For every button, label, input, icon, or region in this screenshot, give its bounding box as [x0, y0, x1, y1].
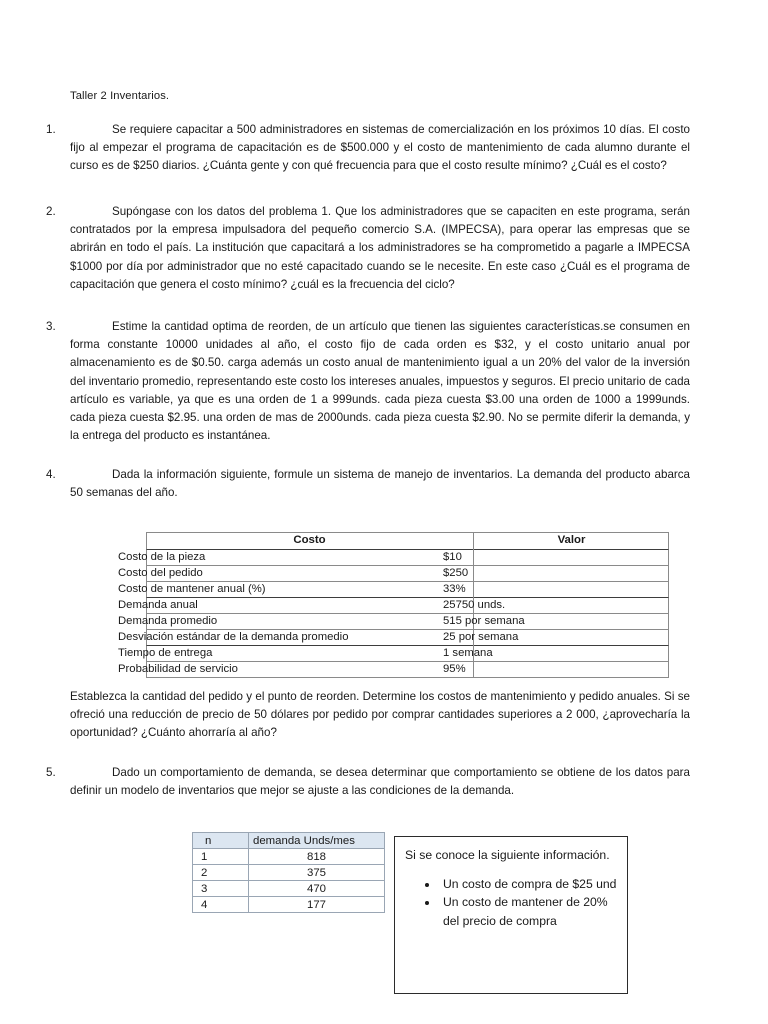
- question-2-text: Supóngase con los datos del problema 1. Que los administradores que se capaciten en este programa, serán contratados por la empresa impulsadora del pequeño comercio S.A. (IMPECSA), para operar las empresas que se abrirán en todo el país. La institución que capacitará a los administradores se ha comprometido a pagarle a IMPECSA $1000 por día por administrador que no esté capacitado cuando se le necesite. En este caso ¿Cuál es el programa de capacitación que genera el costo mínimo? ¿cuál es la frecuencia del ciclo?: [70, 205, 690, 291]
- table-cell-n: 4: [193, 897, 249, 913]
- table-cell-value: 25750 unds.: [443, 599, 506, 611]
- table-row: [146, 550, 669, 566]
- table-cell-value: 95%: [443, 663, 466, 675]
- table-header-valor: Valor: [557, 534, 586, 546]
- question-4: [46, 466, 690, 502]
- table-row: [193, 897, 385, 913]
- table-cell-value: $10: [443, 551, 462, 563]
- paragraph-after-table1: Establezca la cantidad del pedido y el punto de reorden. Determine los costos de mantenimiento y pedido anuales. Si se ofreció una reducción de precio de 50 dólares por pedido por comprar cantidades superiores a 2 000, ¿aprovecharía la oportunidad? ¿Cuánto ahorraría al año?: [70, 690, 690, 740]
- table-cell-value: 25 por semana: [443, 631, 519, 643]
- table-cell-label: Costo de la pieza: [118, 551, 206, 563]
- table-row: [146, 646, 669, 662]
- table-cell-demanda: 470: [249, 881, 385, 897]
- table-row: [146, 566, 669, 582]
- table-cell-value: 515 por semana: [443, 615, 525, 627]
- table-cell-label: Costo del pedido: [118, 567, 203, 579]
- table-header-demanda: demanda Unds/mes: [249, 833, 385, 849]
- table-row: [193, 881, 385, 897]
- question-5: [46, 764, 690, 800]
- question-1-text: Se requiere capacitar a 500 administradores en sistemas de comercialización en los próximos 10 días. El costo fijo al empezar el programa de capacitación es de $500.000 y el costo de mantenimiento de cada alumno durante el curso es de $250 diarios. ¿Cuánta gente y con qué frecuencia para que el costo resulte mínimo? ¿Cuál es el costo?: [70, 123, 690, 173]
- question-5-number: 5.: [46, 766, 56, 779]
- question-4-number: 4.: [46, 468, 56, 481]
- table-column-divider: [473, 550, 474, 598]
- table-cell-value: 33%: [443, 583, 466, 595]
- table-costo-valor: [118, 532, 669, 676]
- table-cell-label: Demanda anual: [118, 599, 198, 611]
- list-item: • Un costo de compra de $25 und: [439, 875, 617, 894]
- question-2-number: 2.: [46, 205, 56, 218]
- table-cell-n: 3: [193, 881, 249, 897]
- table-cell-label: Costo de mantener anual (%): [118, 583, 266, 595]
- table-cell-value: $250: [443, 567, 469, 579]
- table-cell-label: Demanda promedio: [118, 615, 218, 627]
- table-cell-demanda: 177: [249, 897, 385, 913]
- question-3-text: Estime la cantidad optima de reorden, de un artículo que tienen las siguientes características.se consumen en forma constante 10000 unidades al año, el costo fijo de cada orden es $32, y el costo unitario anual por almacenamiento es de $0.50. carga además un costo anual de mantenimiento igual a un 20% del valor de la inversión del inventario promedio, representando este costo los intereses anuales, impuestos y seguros. El precio unitario de cada artículo es variable, ya que es una orden de 1 a 999unds. cada pieza cuesta $3.00 una orden de 1000 a 1999unds. cada pieza cuesta $2.95. una orden de mas de 2000unds. cada pieza cuesta $2.90. No se permite diferir la demanda, y la entrega del producto es instantánea.: [70, 320, 690, 443]
- question-4-text: Dada la información siguiente, formule un sistema de manejo de inventarios. La demanda del producto abarca 50 semanas del año.: [70, 468, 690, 500]
- table-cell-label: Probabilidad de servicio: [118, 663, 238, 675]
- table-cell-label: Tiempo de entrega: [118, 647, 213, 659]
- page-title: Taller 2 Inventarios.: [70, 90, 170, 102]
- question-5-text: Dado un comportamiento de demanda, se desea determinar que comportamiento se obtiene de los datos para definir un modelo de inventarios que mejor se ajuste a las condiciones de la demanda.: [70, 766, 690, 798]
- table-demanda: [192, 832, 385, 913]
- question-1-number: 1.: [46, 123, 56, 136]
- table-header-costo: Costo: [293, 534, 326, 546]
- list-item: • Un costo de mantener de 20% del precio de compra: [439, 893, 617, 930]
- table-header-n: n: [193, 833, 249, 849]
- table-cell-n: 2: [193, 865, 249, 881]
- table-cell-demanda: 375: [249, 865, 385, 881]
- table-row: [193, 865, 385, 881]
- table-row: [146, 614, 669, 630]
- table-costo-valor-grid: [118, 532, 669, 676]
- table-cell-n: 1: [193, 849, 249, 865]
- table-cell-demanda: 818: [249, 849, 385, 865]
- table-row: [193, 849, 385, 865]
- question-2: [46, 203, 690, 294]
- question-3: [46, 318, 690, 445]
- info-box-bullet-list: [405, 875, 617, 931]
- table-row-header: [193, 833, 385, 849]
- table-cell-label: Desviación estándar de la demanda promedio: [118, 631, 349, 643]
- table-cell-value: 1 semana: [443, 647, 493, 659]
- question-1: [46, 121, 690, 176]
- info-box: [394, 836, 628, 994]
- table-row: [146, 598, 669, 614]
- info-box-lead: Si se conoce la siguiente información.: [405, 848, 610, 862]
- question-3-number: 3.: [46, 320, 56, 333]
